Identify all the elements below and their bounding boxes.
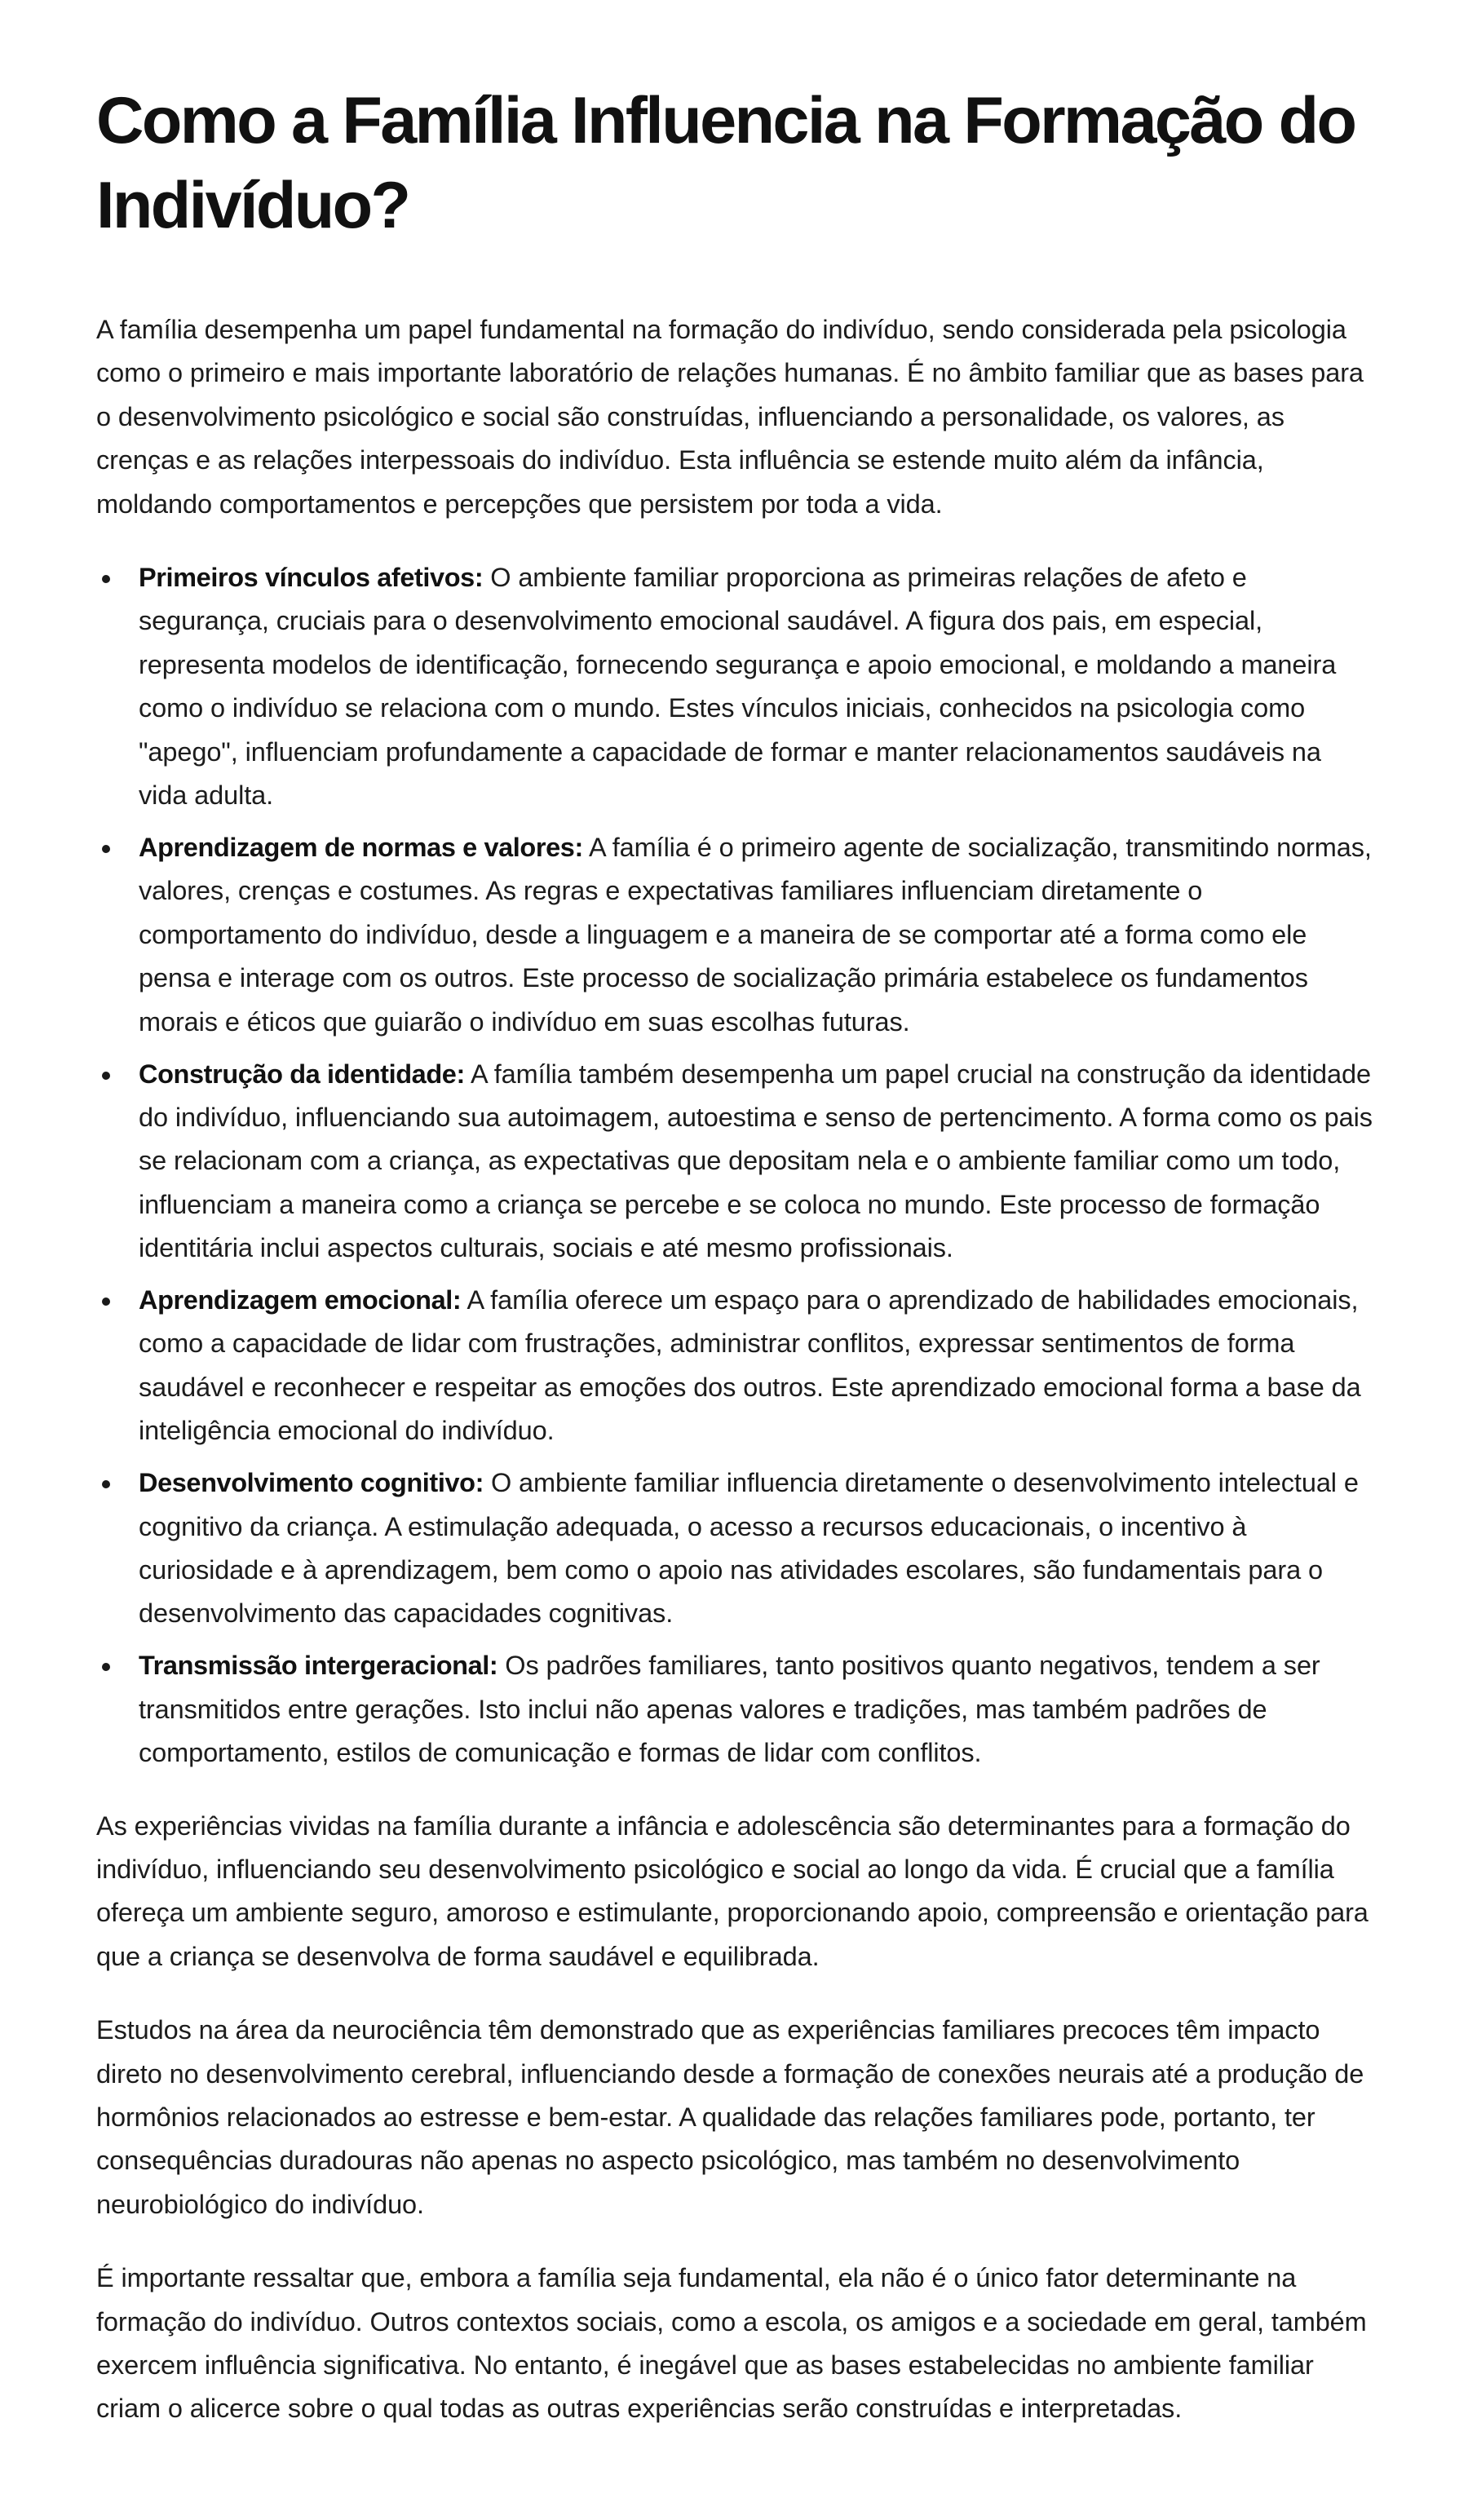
body-paragraph: As experiências vividas na família durante a infância e adolescência são determinantes para a formação do indivíduo, influenciando seu desenvolvimento psicológico e social ao longo da vida. É crucial que a família ofereça um ambiente seguro, amoroso e estimulante, proporcionando apoio, compreensão e orientação para que a criança se desenvolva de forma saudável e equilibrada. <box>96 1810 1369 1971</box>
list-item-text: O ambiente familiar proporciona as primeiras relações de afeto e segurança, cruciais para o desenvolvimento emocional saudável. A figura dos pais, em especial, representa modelos de identificação, fornecendo segurança e apoio emocional, e moldando a maneira como o indivíduo se relaciona com o mundo. Estes vínculos iniciais, conhecidos na psicologia como "apego", influenciam profundamente a capacidade de formar e manter relacionamentos saudáveis na vida adulta. <box>139 563 1337 811</box>
bullet-icon <box>102 1298 110 1306</box>
bullet-icon <box>102 1663 110 1671</box>
list-item <box>139 1279 1377 1453</box>
list-item <box>139 1053 1377 1271</box>
bullet-icon <box>102 1480 110 1488</box>
list-item <box>139 1644 1377 1775</box>
list-item <box>139 826 1377 1044</box>
list-item-text: O ambiente familiar influencia diretamente o desenvolvimento intelectual e cognitivo da criança. A estimulação adequada, o acesso a recursos educacionais, o incentivo à curiosidade e à aprendizagem, bem como o apoio nas atividades escolares, são fundamentais para o desenvolvimento das capacidades cognitivas. <box>139 1468 1359 1629</box>
list-item-text: Os padrões familiares, tanto positivos quanto negativos, tendem a ser transmitidos entre gerações. Isto inclui não apenas valores e tradições, mas também padrões de comportamento, estilos de comunicação e formas de lidar com conflitos. <box>139 1651 1320 1768</box>
list-item-term: Desenvolvimento cognitivo: <box>139 1468 484 1498</box>
list-item-term: Aprendizagem de normas e valores: <box>139 832 583 862</box>
list-item-text: A família também desempenha um papel crucial na construção da identidade do indivíduo, influenciando sua autoimagem, autoestima e senso de pertencimento. A forma como os pais se relacionam com a criança, as expectativas que depositam nela e o ambiente familiar como um todo, influenciam a maneira como a criança se percebe e se coloca no mundo. Este processo de formação identitária inclui aspectos culturais, sociais e até mesmo profissionais. <box>139 1059 1373 1263</box>
intro-paragraph: A família desempenha um papel fundamental na formação do indivíduo, sendo considerada pela psicologia como o primeiro e mais importante laboratório de relações humanas. É no âmbito familiar que as bases para o desenvolvimento psicológico e social são construídas, influenciando a personalidade, os valores, as crenças e as relações interpessoais do indivíduo. Esta influência se estende muito além da infância, moldando comportamentos e percepções que persistem por toda a vida. <box>96 315 1364 519</box>
list-item-term: Aprendizagem emocional: <box>139 1285 462 1315</box>
list-item-term: Transmissão intergeracional: <box>139 1651 498 1681</box>
influence-list <box>96 556 1377 1775</box>
bullet-icon <box>102 1072 110 1080</box>
bullet-icon <box>102 575 110 583</box>
list-item-text: A família oferece um espaço para o aprendizado de habilidades emocionais, como a capacidade de lidar com frustrações, administrar conflitos, expressar sentimentos de forma saudável e reconhecer e respeitar as emoções dos outros. Este aprendizado emocional forma a base da inteligência emocional do indivíduo. <box>139 1285 1361 1446</box>
body-paragraph: Estudos na área da neurociência têm demonstrado que as experiências familiares precoces têm impacto direto no desenvolvimento cerebral, influenciando desde a formação de conexões neurais até a produção de hormônios relacionados ao estresse e bem-estar. A qualidade das relações familiares pode, portanto, ter consequências duradouras não apenas no aspecto psicológico, mas também no desenvolvimento neurobiológico do indivíduo. <box>96 2015 1364 2219</box>
list-item <box>139 556 1377 817</box>
list-item-term: Construção da identidade: <box>139 1059 465 1089</box>
body-paragraph: É importante ressaltar que, embora a família seja fundamental, ela não é o único fator determinante na formação do indivíduo. Outros contextos sociais, como a escola, os amigos e a sociedade em geral, também exercem influência significativa. No entanto, é inegável que as bases estabelecidas no ambiente familiar criam o alicerce sobre o qual todas as outras experiências serão construídas e interpretadas. <box>96 2263 1367 2424</box>
article-title: Como a Família Influencia na Formação do Indivíduo? <box>96 84 1355 242</box>
bullet-icon <box>102 845 110 853</box>
list-item-term: Primeiros vínculos afetivos: <box>139 563 484 593</box>
list-item-text: A família é o primeiro agente de socialização, transmitindo normas, valores, crenças e costumes. As regras e expectativas familiares influenciam diretamente o comportamento do indivíduo, desde a linguagem e a maneira de se comportar até a forma como ele pensa e interage com os outros. Este processo de socialização primária estabelece os fundamentos morais e éticos que guiarão o indivíduo em suas escolhas futuras. <box>139 832 1372 1037</box>
list-item <box>139 1461 1377 1636</box>
